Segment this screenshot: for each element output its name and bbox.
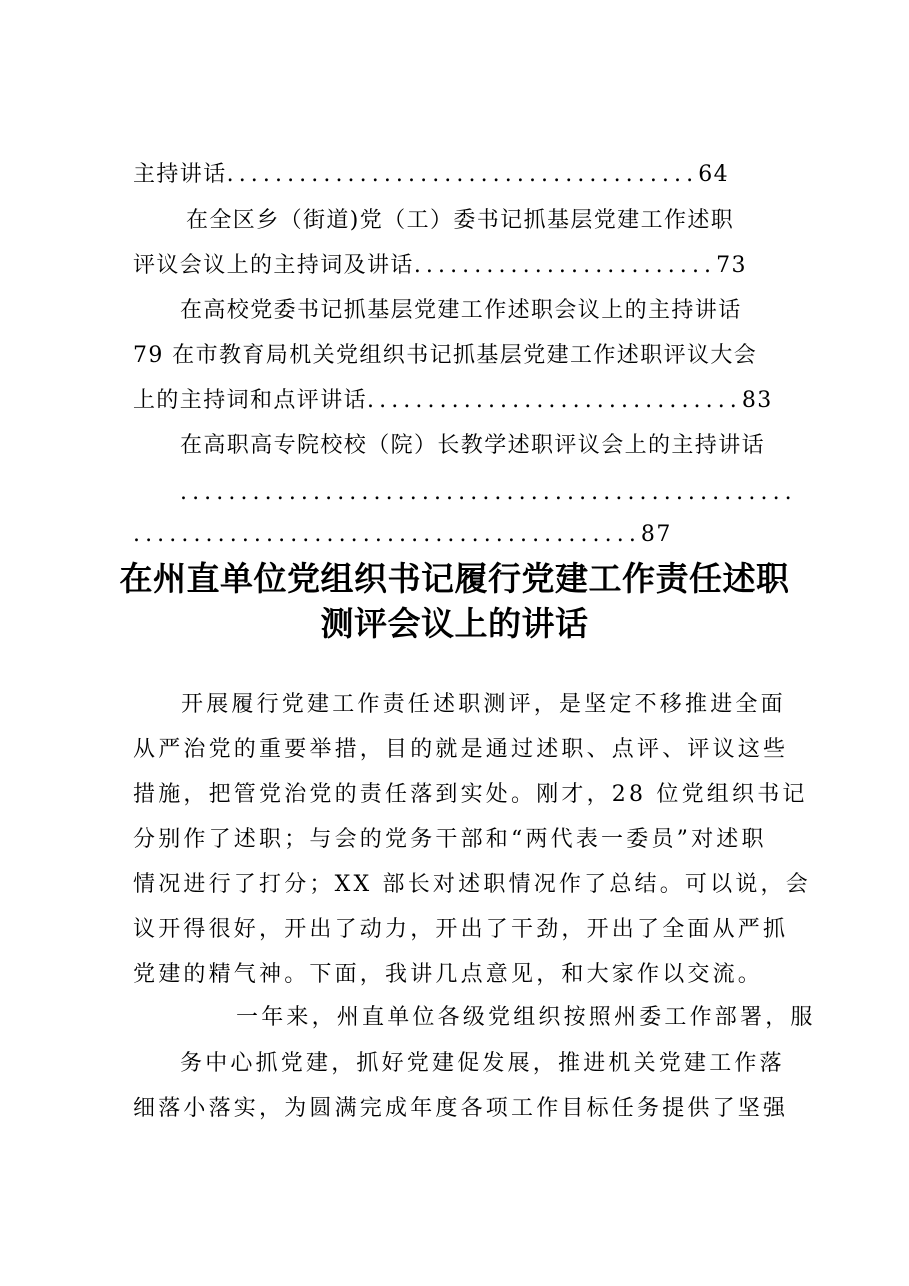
body-line: 党建的精气神。下面，我讲几点意见，和大家作以交流。 <box>133 962 764 987</box>
body-line: 开展履行党建工作责任述职测评，是坚定不移推进全面 <box>181 692 786 717</box>
body-line: 务中心抓党建，抓好党建促发展，推进机关党建工作落 <box>180 1051 785 1076</box>
body-line: 情况进行了打分；XX 部长对述职情况作了总结。可以说，会 <box>133 872 811 897</box>
toc-page-number: 87 <box>640 522 672 547</box>
body-line: 分别作了述职；与会的党务干部和“两代表一委员”对述职 <box>133 827 767 852</box>
toc-leader-line <box>180 478 797 508</box>
toc-leader-dots: .......................................... <box>133 522 641 547</box>
toc-entry[interactable] <box>133 341 757 371</box>
body-line: 措施，把管党治党的责任落到实处。刚才，28 位党组织书记 <box>133 782 808 807</box>
toc-page-number: 83 <box>741 388 773 413</box>
toc-entry-text: 79 在市教育局机关党组织书记抓基层党建工作述职评议大会 <box>133 343 758 368</box>
toc-entry-text: 评议会议上的主持词及讲话 <box>133 253 414 278</box>
document-title-line-2: 测评会议上的讲话 <box>320 604 589 643</box>
body-line: 一年来，州直单位各级党组织按照州委工作部署，服 <box>236 1005 816 1030</box>
toc-entry-text: 上的主持词和点评讲话 <box>133 388 368 413</box>
toc-page-number: 73 <box>716 253 747 278</box>
body-line: 从严治党的重要举措，目的就是通过述职、点评、评议这些 <box>133 737 789 762</box>
toc-entry-text: 主持讲话 <box>133 162 227 187</box>
body-line: 细落小落实，为圆满完成年度各项工作目标任务提供了坚强 <box>133 1096 789 1121</box>
toc-leader-dots: ................................................... <box>180 480 797 505</box>
document-title-line-1: 在州直单位党组织书记履行党建工作责任述职 <box>119 559 790 598</box>
toc-entry-text: 在全区乡（街道)党（工）委书记抓基层党建工作述职 <box>186 208 735 233</box>
toc-entry-text: 在高校党委书记抓基层党建工作述职会议上的主持讲话 <box>180 298 742 323</box>
toc-entry[interactable] <box>186 206 734 236</box>
toc-entry[interactable] <box>133 251 747 281</box>
toc-entry[interactable] <box>133 520 672 550</box>
toc-entry[interactable] <box>133 386 773 416</box>
toc-entry-text: 在高职高专院校校（院）长教学述职评议会上的主持讲话 <box>180 433 766 458</box>
toc-page-number: 64 <box>698 162 730 187</box>
toc-leader-dots: ....................................... <box>226 162 699 187</box>
toc-leader-dots: ............................... <box>367 388 742 413</box>
toc-entry[interactable] <box>180 431 765 461</box>
toc-leader-dots: ......................... <box>413 253 717 278</box>
toc-entry[interactable] <box>133 160 729 190</box>
body-line: 议开得很好，开出了动力，开出了干劲，开出了全面从严抓 <box>133 917 789 942</box>
toc-entry[interactable] <box>180 296 742 326</box>
